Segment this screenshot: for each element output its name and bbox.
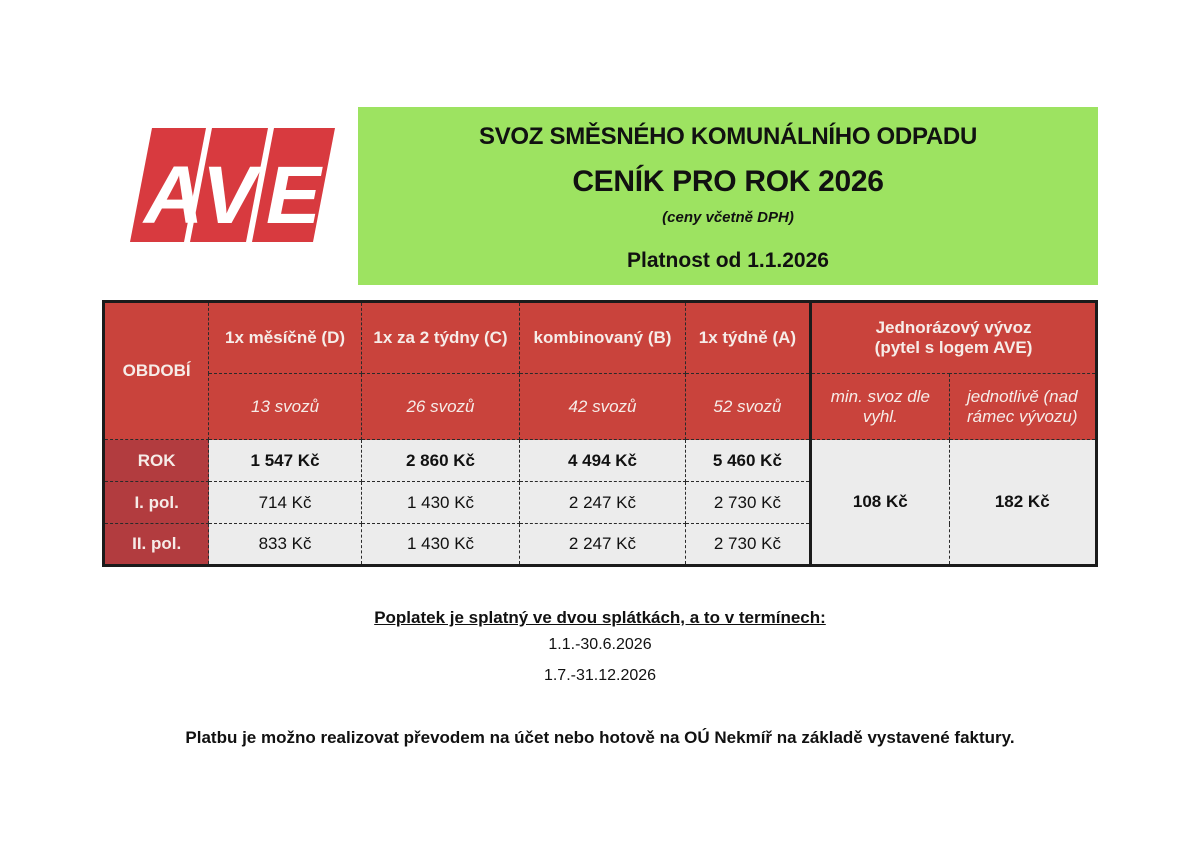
period-label: ROK: [104, 440, 209, 482]
pickups-row: [104, 374, 1097, 440]
pickups-biweekly: 26 svozů: [361, 374, 519, 440]
one-time-single-price: 182 Kč: [949, 440, 1096, 566]
column-header-biweekly: 1x za 2 týdny (C): [361, 302, 519, 374]
one-time-min-price: 108 Kč: [811, 440, 949, 566]
svg-text:E: E: [266, 150, 321, 241]
pickups-weekly: 52 svozů: [685, 374, 810, 440]
header-row: [104, 302, 1097, 374]
document-title: SVOZ SMĚSNÉHO KOMUNÁLNÍHO ODPADU: [479, 123, 977, 150]
one-time-single-label: jednotlivě (nad rámec vývozu): [949, 374, 1096, 440]
pickups-combined: 42 svozů: [520, 374, 686, 440]
pickups-monthly: 13 svozů: [209, 374, 361, 440]
header-banner: [358, 107, 1098, 285]
ave-logo: [130, 128, 335, 242]
payment-term-2: 1.7.-31.12.2026: [543, 667, 657, 684]
svg-text:V: V: [202, 150, 257, 241]
price-cell: 5 460 Kč: [685, 440, 810, 482]
price-cell: 2 730 Kč: [685, 482, 810, 524]
one-time-label: Jednorázový vývoz: [875, 318, 1032, 337]
column-header-combined: kombinovaný (B): [520, 302, 686, 374]
price-list-title: CENÍK PRO ROK 2026: [572, 165, 884, 198]
svg-text:A: A: [144, 150, 204, 241]
table-row-year: [104, 440, 1097, 482]
vat-note: (ceny včetně DPH): [662, 209, 794, 226]
price-cell: 2 247 Kč: [520, 482, 686, 524]
period-label: II. pol.: [104, 524, 209, 566]
validity-date: Platnost od 1.1.2026: [627, 249, 829, 272]
period-header: OBDOBÍ: [104, 302, 209, 440]
price-cell: 1 430 Kč: [361, 482, 519, 524]
payment-note: Platbu je možno realizovat převodem na účet nebo hotově na OÚ Nekmíř na základě vystavené faktury.: [185, 728, 1015, 747]
price-cell: 2 860 Kč: [361, 440, 519, 482]
price-cell: 1 430 Kč: [361, 524, 519, 566]
price-cell: 1 547 Kč: [209, 440, 361, 482]
price-cell: 2 730 Kč: [685, 524, 810, 566]
price-table: [102, 300, 1098, 567]
price-cell: 2 247 Kč: [520, 524, 686, 566]
price-cell: 714 Kč: [209, 482, 361, 524]
one-time-sublabel: (pytel s logem AVE): [874, 338, 1033, 357]
payment-heading: Poplatek je splatný ve dvou splátkách, a to v termínech:: [374, 608, 826, 627]
column-header-monthly: 1x měsíčně (D): [209, 302, 361, 374]
column-header-one-time: [811, 302, 1097, 374]
one-time-min-label: min. svoz dle vyhl.: [811, 374, 949, 440]
column-header-weekly: 1x týdně (A): [685, 302, 810, 374]
price-cell: 833 Kč: [209, 524, 361, 566]
payment-term-1: 1.1.-30.6.2026: [548, 636, 652, 653]
period-label: I. pol.: [104, 482, 209, 524]
price-cell: 4 494 Kč: [520, 440, 686, 482]
